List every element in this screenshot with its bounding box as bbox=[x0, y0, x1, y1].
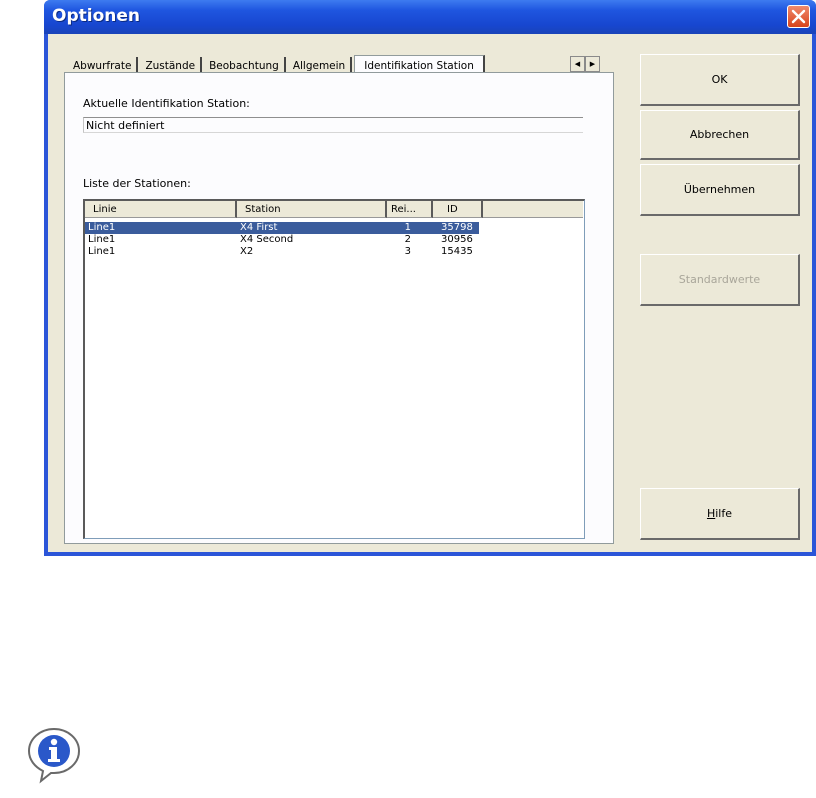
tab-page-identifikation bbox=[64, 72, 614, 544]
table-row[interactable] bbox=[85, 246, 479, 258]
tab-scroll-buttons bbox=[570, 56, 600, 72]
cell-id: 35798 bbox=[441, 222, 473, 233]
close-icon bbox=[788, 6, 809, 27]
title-bar[interactable] bbox=[44, 0, 816, 34]
cell-rei: 2 bbox=[404, 234, 411, 245]
column-header-id[interactable]: ID bbox=[433, 201, 483, 218]
tab-beobachtung[interactable]: Beobachtung bbox=[204, 57, 286, 75]
cell-station: X2 bbox=[240, 246, 254, 257]
cell-station: X4 First bbox=[240, 222, 278, 233]
ok-button[interactable]: OK bbox=[640, 54, 800, 106]
help-button[interactable] bbox=[640, 488, 800, 540]
tab-abwurfrate[interactable]: Abwurfrate bbox=[68, 57, 138, 75]
cell-linie: Line1 bbox=[88, 222, 116, 233]
cell-station: X4 Second bbox=[240, 234, 294, 245]
apply-button[interactable]: Übernehmen bbox=[640, 164, 800, 216]
column-header-linie[interactable]: Linie bbox=[85, 201, 237, 218]
column-header-station[interactable]: Station bbox=[237, 201, 387, 218]
listview-header bbox=[85, 201, 583, 219]
stations-listview[interactable] bbox=[83, 199, 585, 539]
stations-list-label: Liste der Stationen: bbox=[83, 177, 191, 190]
cell-id: 30956 bbox=[441, 234, 473, 245]
tab-identifikation-station[interactable]: Identifikation Station bbox=[354, 55, 485, 76]
table-row[interactable] bbox=[85, 222, 479, 234]
identification-field: Nicht definiert bbox=[83, 117, 583, 133]
info-speech-bubble-icon bbox=[25, 726, 83, 784]
column-header-rei[interactable]: Rei... bbox=[387, 201, 433, 218]
cancel-button[interactable]: Abbrechen bbox=[640, 110, 800, 160]
cell-rei: 3 bbox=[404, 246, 411, 257]
cell-linie: Line1 bbox=[88, 246, 116, 257]
column-header-filler bbox=[483, 201, 583, 218]
window-title: Optionen bbox=[52, 6, 140, 26]
cell-linie: Line1 bbox=[88, 234, 116, 245]
dialog-client-area bbox=[48, 34, 812, 552]
tab-zustaende[interactable]: Zustände bbox=[140, 57, 202, 75]
arrow-left-icon[interactable]: ◀ bbox=[570, 56, 585, 72]
identification-label: Aktuelle Identifikation Station: bbox=[83, 97, 250, 110]
tab-allgemein[interactable]: Allgemein bbox=[288, 57, 352, 75]
help-button-label: Hilfe bbox=[706, 507, 733, 520]
close-button[interactable] bbox=[787, 5, 810, 28]
defaults-button[interactable]: Standardwerte bbox=[640, 254, 800, 306]
cell-rei: 1 bbox=[404, 222, 411, 233]
arrow-right-icon[interactable]: ▶ bbox=[585, 56, 600, 72]
options-dialog bbox=[44, 0, 816, 556]
table-row[interactable] bbox=[85, 234, 479, 246]
cell-id: 15435 bbox=[441, 246, 473, 257]
